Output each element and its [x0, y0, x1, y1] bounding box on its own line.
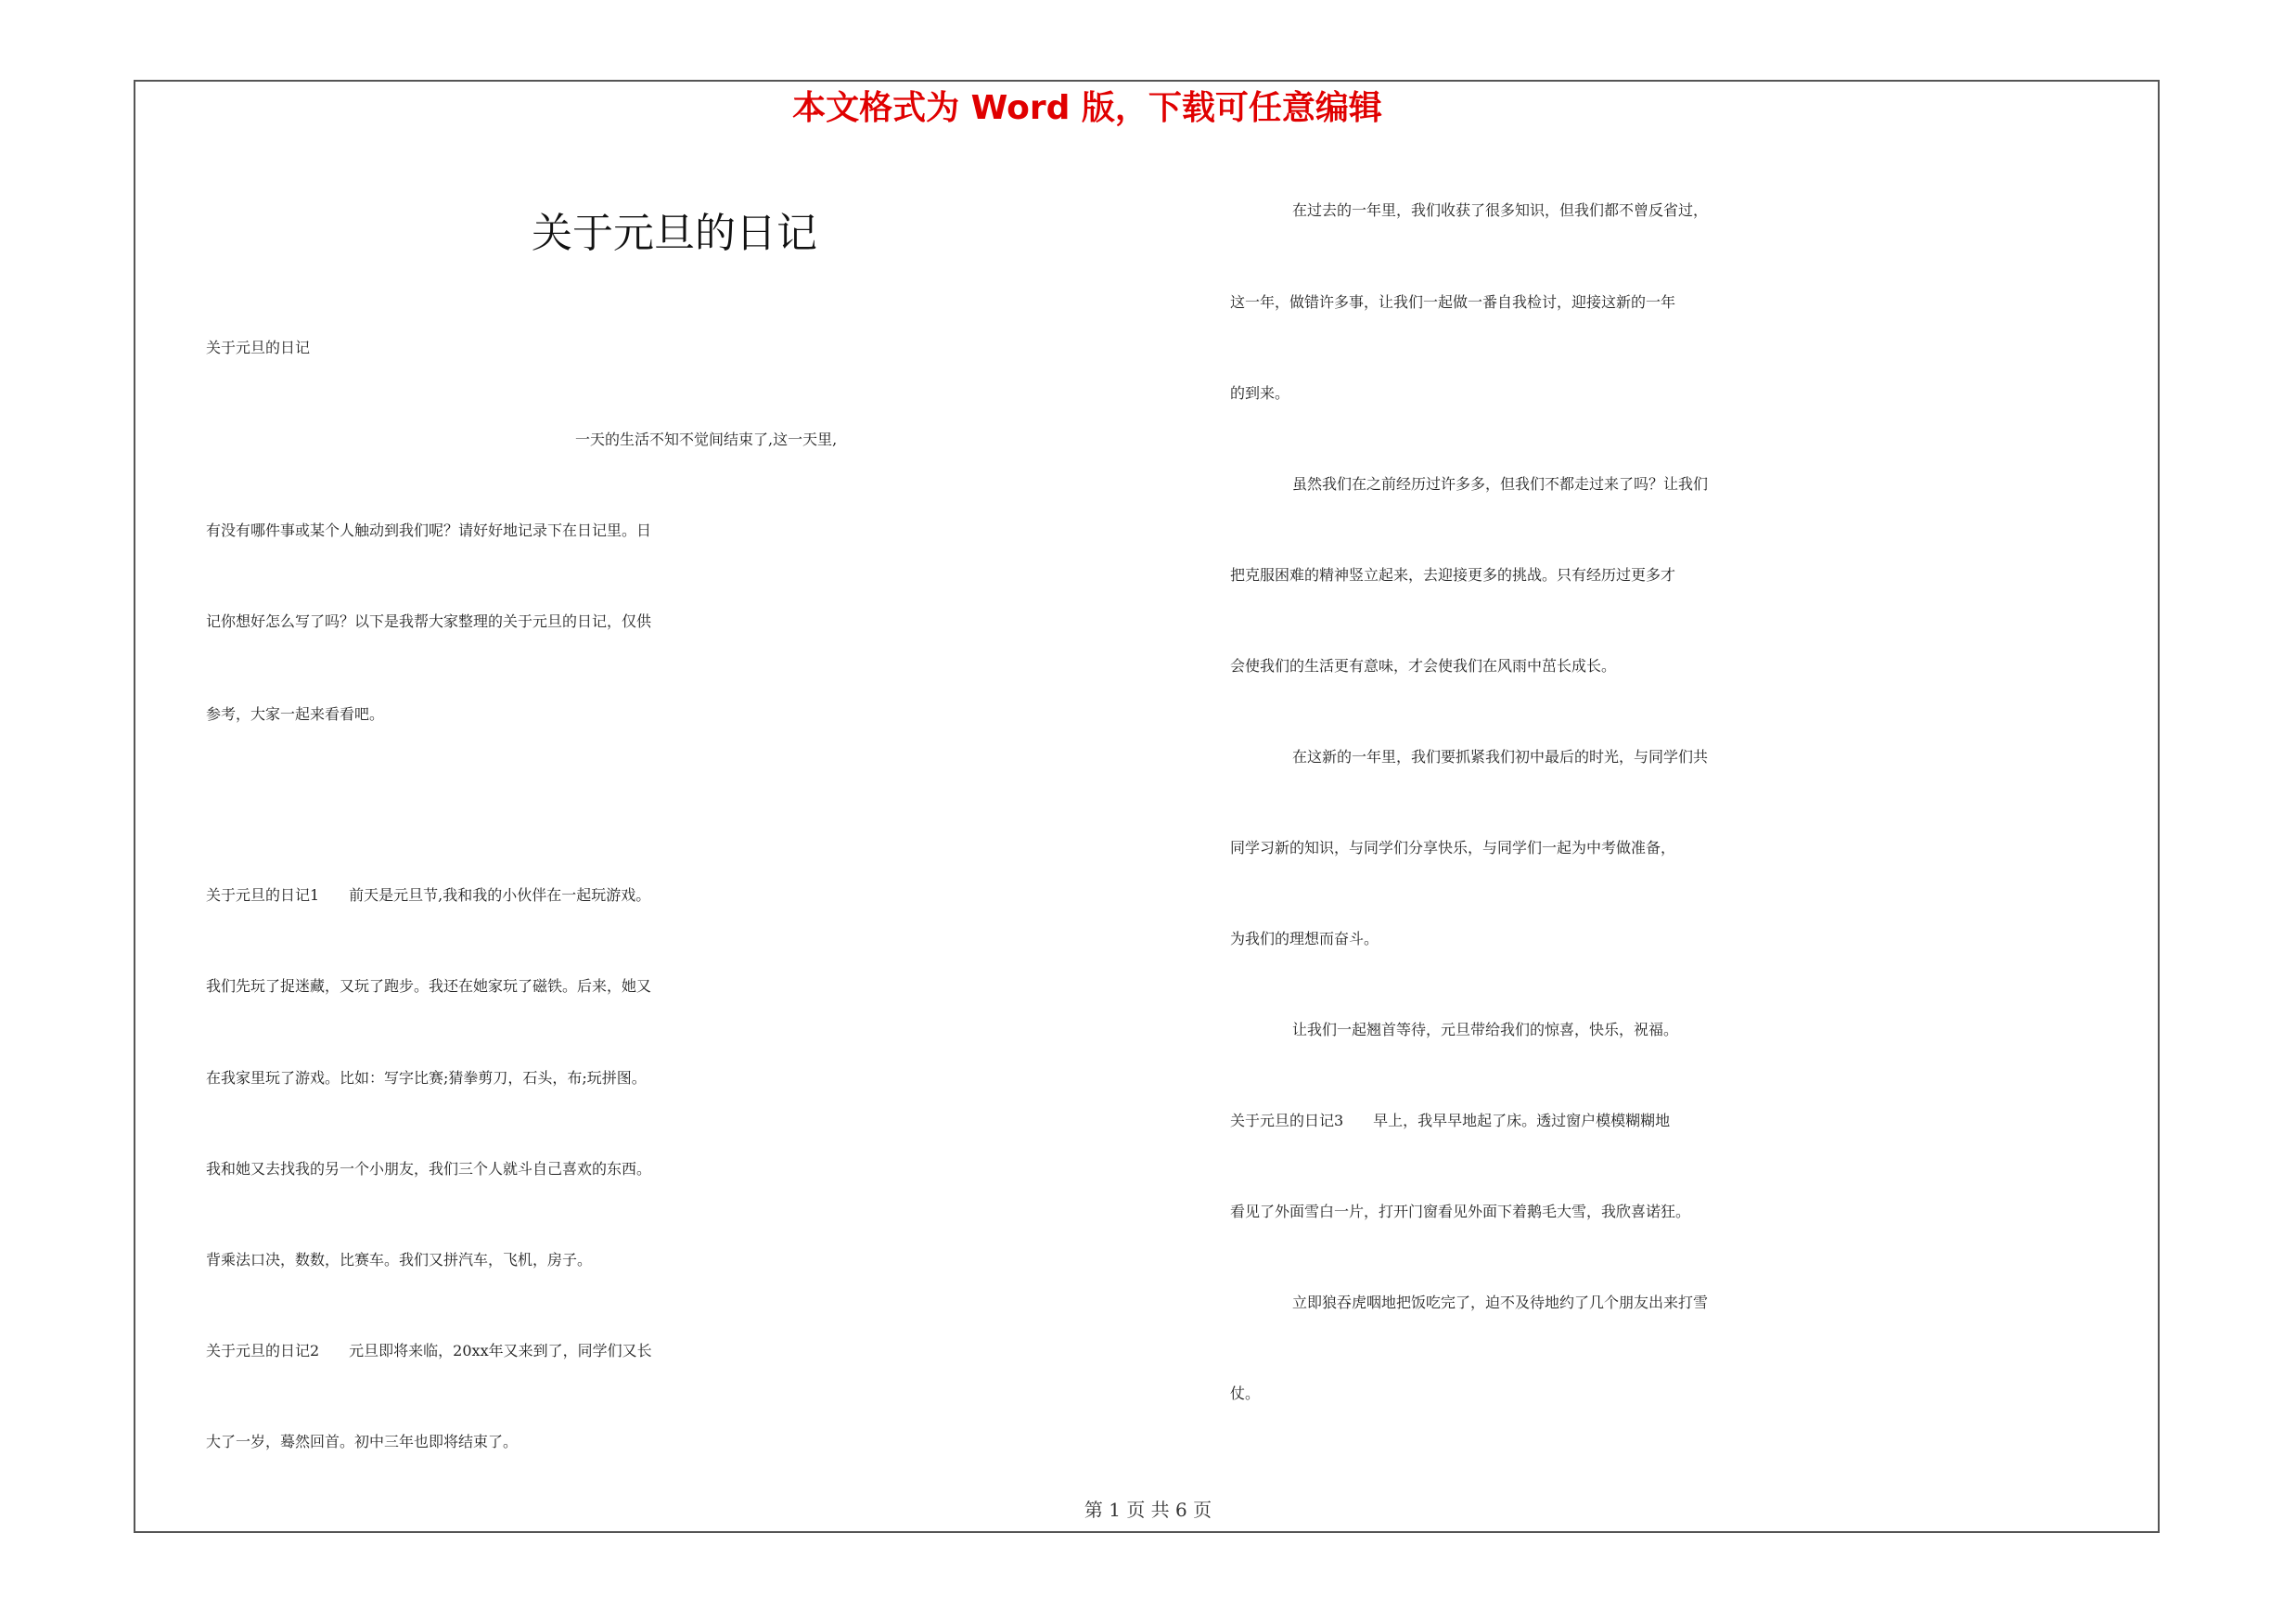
- paragraph-line: 会使我们的生活更有意味，才会使我们在风雨中茁长成长。: [1230, 657, 1617, 675]
- document-title: 关于元旦的日记: [532, 210, 817, 257]
- paragraph-line: 仗。: [1230, 1385, 1261, 1402]
- paragraph-line: 参考，大家一起来看看吧。: [206, 705, 385, 723]
- paragraph-line: 关于元旦的日记3 早上，我早早地起了床。透过窗户模模糊糊地: [1230, 1112, 1671, 1129]
- page-number-footer: 第 1 页 共 6 页: [1084, 1499, 1212, 1521]
- paragraph-line: 同学习新的知识，与同学们分享快乐，与同学们一起为中考做准备，: [1230, 839, 1676, 857]
- page-border: [134, 80, 2160, 1533]
- paragraph-line: 我和她又去找我的另一个小朋友，我们三个人就斗自己喜欢的东西。: [206, 1160, 652, 1178]
- paragraph-line: 在这新的一年里，我们要抓紧我们初中最后的时光，与同学们共: [1292, 748, 1709, 766]
- paragraph-line: 关于元旦的日记2 元旦即将来临，20xx年又来到了，同学们又长: [206, 1342, 652, 1359]
- editable-notice-banner: 本文格式为 Word 版，下载可任意编辑: [792, 89, 1382, 127]
- paragraph-line: 我们先玩了捉迷藏，又玩了跑步。我还在她家玩了磁铁。后来，她又: [206, 977, 652, 995]
- paragraph-line: 背乘法口决，数数，比赛车。我们又拼汽车，飞机，房子。: [206, 1251, 593, 1269]
- paragraph-line: 让我们一起翘首等待，元旦带给我们的惊喜，快乐，祝福。: [1292, 1021, 1679, 1038]
- paragraph-line: 有没有哪件事或某个人触动到我们呢？请好好地记录下在日记里。日: [206, 522, 652, 539]
- paragraph-line: 为我们的理想而奋斗。: [1230, 930, 1379, 947]
- paragraph-line: 大了一岁，蓦然回首。初中三年也即将结束了。: [206, 1433, 519, 1450]
- paragraph-line: 在过去的一年里，我们收获了很多知识，但我们都不曾反省过，: [1292, 201, 1709, 219]
- paragraph-line: 记你想好怎么写了吗？以下是我帮大家整理的关于元旦的日记，仅供: [206, 612, 652, 630]
- subtitle-line: 关于元旦的日记: [206, 339, 311, 356]
- paragraph-line: 虽然我们在之前经历过许多多，但我们不都走过来了吗？让我们: [1292, 475, 1709, 493]
- paragraph-line: 这一年，做错许多事，让我们一起做一番自我检讨，迎接这新的一年: [1230, 293, 1676, 311]
- paragraph-line: 看见了外面雪白一片，打开门窗看见外面下着鹅毛大雪，我欣喜诺狂。: [1230, 1203, 1691, 1220]
- paragraph-line: 在我家里玩了游戏。比如：写字比赛;猜拳剪刀，石头，布;玩拼图。: [206, 1069, 647, 1087]
- paragraph-line: 关于元旦的日记1 前天是元旦节,我和我的小伙伴在一起玩游戏。: [206, 886, 651, 904]
- paragraph-line: 的到来。: [1230, 384, 1290, 402]
- paragraph-line: 立即狼吞虎咽地把饭吃完了，迫不及待地约了几个朋友出来打雪: [1292, 1294, 1709, 1311]
- paragraph-line: 把克服困难的精神竖立起来，去迎接更多的挑战。只有经历过更多才: [1230, 566, 1676, 584]
- paragraph-line: 一天的生活不知不觉间结束了,这一天里,: [575, 431, 838, 448]
